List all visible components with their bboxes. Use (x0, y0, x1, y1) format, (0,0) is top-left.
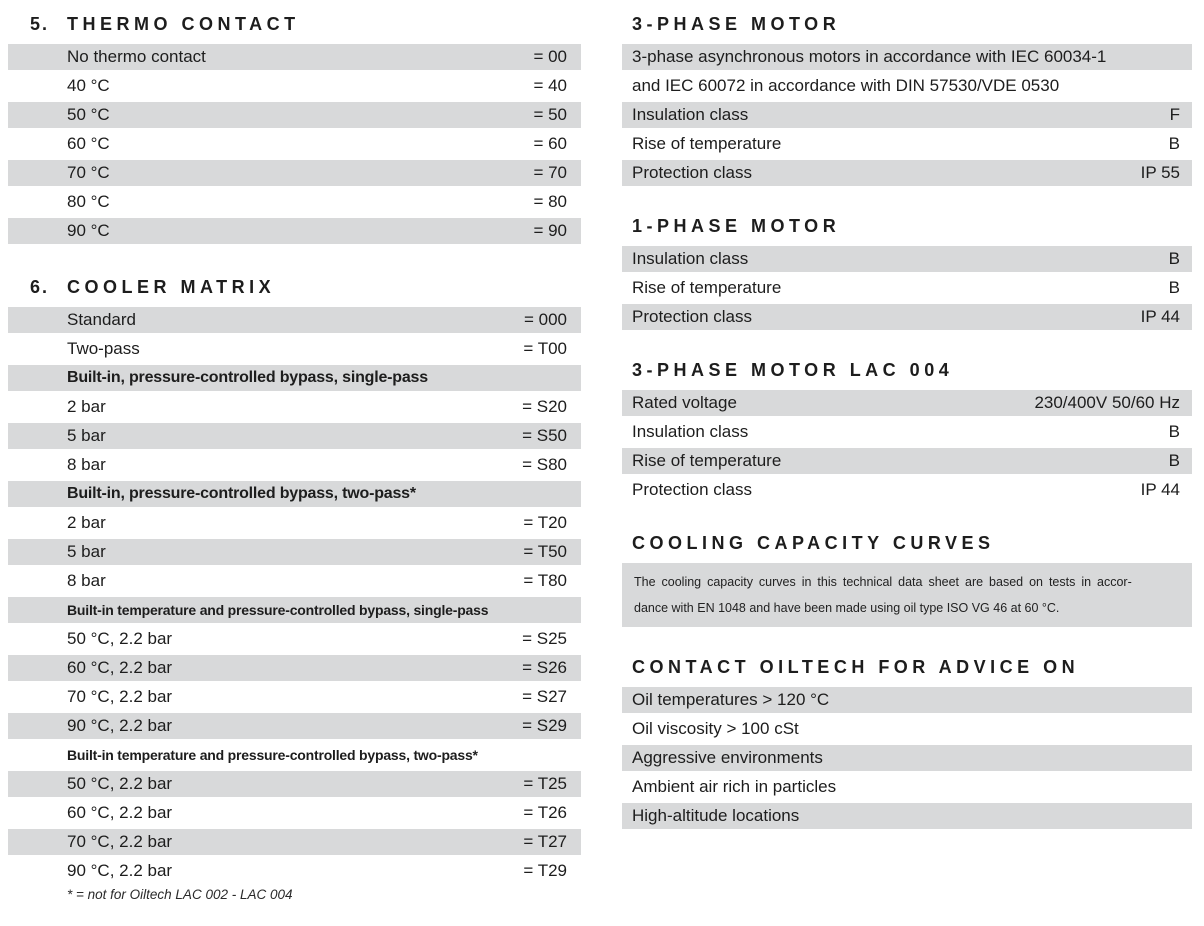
row-label: High-altitude locations (632, 806, 800, 825)
section-heading (622, 216, 1192, 237)
row-value: = T26 (523, 803, 567, 822)
row-value: = 000 (523, 310, 567, 329)
table-row (622, 160, 1192, 186)
row-value: F (1169, 105, 1180, 124)
table-row (622, 275, 1192, 301)
row-label: Ambient air rich in particles (632, 777, 837, 796)
footnote: * = not for Oiltech LAC 002 - LAC 004 (67, 887, 293, 902)
row-label: 40 °C (67, 76, 110, 95)
row-label: 5 bar (67, 542, 106, 561)
table-row (622, 390, 1192, 416)
section-title: 3-PHASE MOTOR (632, 14, 841, 34)
row-value: B (1168, 249, 1180, 268)
row-value: = S27 (522, 687, 567, 706)
right-column (622, 14, 1192, 832)
row-label: 90 °C, 2.2 bar (67, 716, 173, 735)
row-label: Oil temperatures > 120 °C (632, 690, 830, 709)
table-row (622, 716, 1192, 742)
row-value: = 00 (533, 47, 567, 66)
row-label: Protection class (632, 480, 752, 499)
row-value: 230/400V 50/60 Hz (1034, 393, 1180, 412)
row-label: Rise of temperature (632, 451, 782, 470)
table-row (622, 304, 1192, 330)
section-heading (622, 533, 1192, 554)
row-value: = 50 (533, 105, 567, 124)
table-row (8, 394, 581, 420)
section-title: COOLER MATRIX (67, 277, 276, 297)
row-value: = T27 (523, 832, 567, 851)
section-1-phase-motor (622, 216, 1192, 330)
note-block (622, 563, 1192, 627)
row-value: = T50 (523, 542, 567, 561)
row-value: = S50 (522, 426, 567, 445)
row-label: 8 bar (67, 571, 106, 590)
table-row (8, 771, 581, 797)
table-row (8, 742, 581, 768)
section-number: 5. (30, 14, 50, 34)
row-value: = 40 (533, 76, 567, 95)
row-label: Rise of temperature (632, 278, 782, 297)
row-value: = T29 (523, 861, 567, 880)
row-label: Rise of temperature (632, 134, 782, 153)
row-label: 70 °C (67, 163, 110, 182)
table-row (8, 626, 581, 652)
section-title: CONTACT OILTECH FOR ADVICE ON (632, 657, 1080, 677)
section-title: 1-PHASE MOTOR (632, 216, 841, 236)
left-column (8, 14, 581, 902)
row-label: Built-in temperature and pressure-controlled bypass, two-pass* (67, 747, 478, 763)
row-value: = 70 (533, 163, 567, 182)
table-row (8, 336, 581, 362)
table-row (8, 189, 581, 215)
table-row (8, 481, 581, 507)
section-number: 6. (30, 277, 50, 297)
row-value: = T20 (523, 513, 567, 532)
section-cooler-matrix (8, 277, 581, 902)
row-label: 2 bar (67, 397, 106, 416)
table-row (8, 568, 581, 594)
table-row (8, 800, 581, 826)
row-label: No thermo contact (67, 47, 206, 66)
section-3-phase-motor-lac-004 (622, 360, 1192, 503)
row-label: Built-in temperature and pressure-controlled bypass, single-pass (67, 602, 489, 618)
table-row (622, 73, 1192, 99)
table-row (8, 423, 581, 449)
row-label: Built-in, pressure-controlled bypass, two-pass* (67, 485, 416, 502)
table-row (622, 803, 1192, 829)
section-title: THERMO CONTACT (67, 14, 300, 34)
row-label: Protection class (632, 307, 752, 326)
table-row (8, 365, 581, 391)
row-label: 50 °C (67, 105, 110, 124)
row-label: 60 °C (67, 134, 110, 153)
section-heading (8, 14, 581, 35)
note-line: The cooling capacity curves in this technical data sheet are based on tests in accor- (634, 575, 1132, 589)
table-row (8, 539, 581, 565)
row-label: Rated voltage (632, 393, 737, 412)
row-label: Built-in, pressure-controlled bypass, single-pass (67, 369, 428, 386)
table-row (8, 713, 581, 739)
row-label: and IEC 60072 in accordance with DIN 57530/VDE 0530 (632, 76, 1060, 95)
row-label: 90 °C (67, 221, 110, 240)
table-row (622, 246, 1192, 272)
row-label: 70 °C, 2.2 bar (67, 687, 173, 706)
row-value: = T00 (523, 339, 567, 358)
row-value: = 80 (533, 192, 567, 211)
row-label: 60 °C, 2.2 bar (67, 658, 173, 677)
row-label: 80 °C (67, 192, 110, 211)
row-value: B (1168, 451, 1180, 470)
table-row (8, 655, 581, 681)
row-value: = T25 (523, 774, 567, 793)
row-value: = S20 (522, 397, 567, 416)
row-value: B (1168, 422, 1180, 441)
section-heading (622, 14, 1192, 35)
section-heading (622, 360, 1192, 381)
section-cooling-capacity-curves (622, 533, 1192, 627)
table-row (8, 510, 581, 536)
row-label: Insulation class (632, 105, 749, 124)
row-value: = 90 (533, 221, 567, 240)
row-label: 50 °C, 2.2 bar (67, 629, 173, 648)
row-value: = S26 (522, 658, 567, 677)
table-row (622, 419, 1192, 445)
section-title: 3-PHASE MOTOR LAC 004 (632, 360, 954, 380)
row-label: Oil viscosity > 100 cSt (632, 719, 799, 738)
section-heading (8, 277, 581, 298)
row-value: = S29 (522, 716, 567, 735)
table-row (8, 307, 581, 333)
table-row (8, 102, 581, 128)
row-label: Aggressive environments (632, 748, 823, 767)
section-title: COOLING CAPACITY CURVES (632, 533, 995, 553)
row-label: Two-pass (67, 339, 140, 358)
row-value: B (1168, 278, 1180, 297)
table-row (8, 131, 581, 157)
row-label: Insulation class (632, 249, 749, 268)
table-row (622, 102, 1192, 128)
row-value: = S25 (522, 629, 567, 648)
table-row (8, 160, 581, 186)
section-heading (622, 657, 1192, 678)
table-row (8, 73, 581, 99)
row-label: Insulation class (632, 422, 749, 441)
row-value: = T80 (523, 571, 567, 590)
table-row (8, 452, 581, 478)
row-value: IP 55 (1140, 163, 1180, 182)
table-row (8, 858, 581, 884)
row-value: IP 44 (1140, 307, 1180, 326)
table-row (8, 44, 581, 70)
table-row (622, 131, 1192, 157)
table-row (622, 745, 1192, 771)
row-label: Standard (67, 310, 136, 329)
table-row (622, 477, 1192, 503)
row-label: 60 °C, 2.2 bar (67, 803, 173, 822)
section-thermo-contact (8, 14, 581, 244)
row-label: 2 bar (67, 513, 106, 532)
row-label: 70 °C, 2.2 bar (67, 832, 173, 851)
table-row (8, 218, 581, 244)
row-label: Protection class (632, 163, 752, 182)
table-row (8, 829, 581, 855)
row-label: 90 °C, 2.2 bar (67, 861, 173, 880)
table-row (622, 687, 1192, 713)
table-row (622, 44, 1192, 70)
row-label: 50 °C, 2.2 bar (67, 774, 173, 793)
row-value: B (1168, 134, 1180, 153)
row-value: IP 44 (1140, 480, 1180, 499)
table-row (8, 684, 581, 710)
row-value: = S80 (522, 455, 567, 474)
table-row (622, 774, 1192, 800)
row-label: 8 bar (67, 455, 106, 474)
section-contact-oiltech-for-advice-on (622, 657, 1192, 829)
table-row (8, 597, 581, 623)
row-value: = 60 (533, 134, 567, 153)
table-row (622, 448, 1192, 474)
row-label: 3-phase asynchronous motors in accordance with IEC 60034-1 (632, 47, 1107, 66)
section-3-phase-motor (622, 14, 1192, 186)
note-line: dance with EN 1048 and have been made using oil type ISO VG 46 at 60 °C. (634, 601, 1060, 615)
row-label: 5 bar (67, 426, 106, 445)
